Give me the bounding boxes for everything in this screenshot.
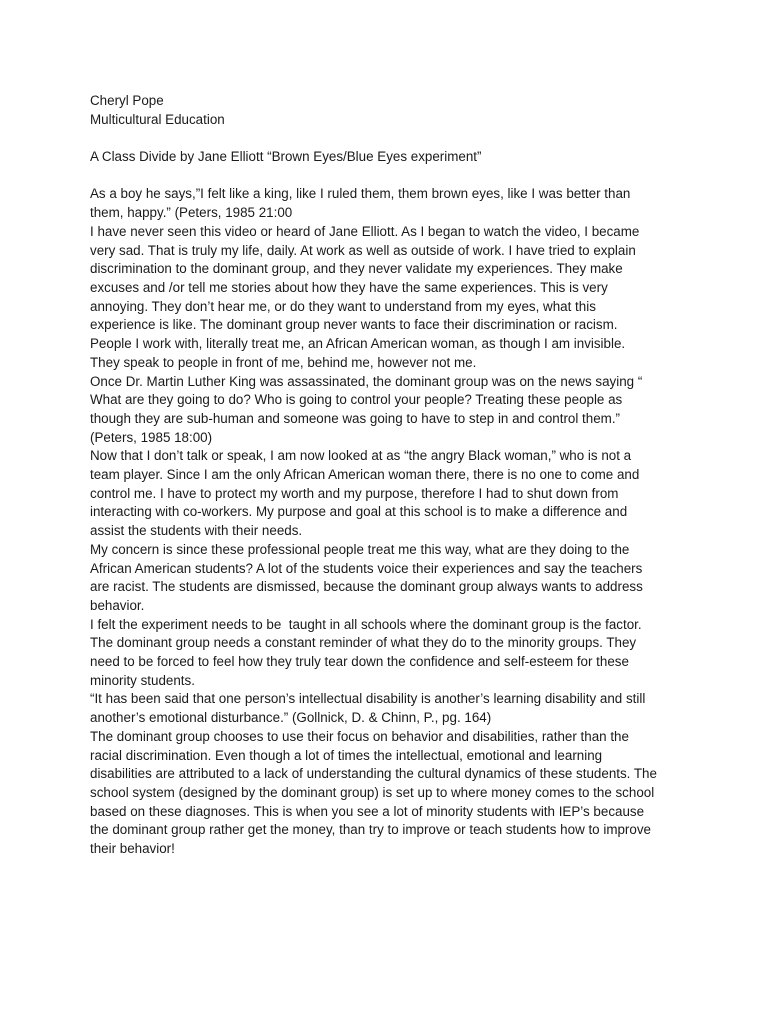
body-line: another’s emotional disturbance.” (Gollnick, D. & Chinn, P., pg. 164)	[90, 710, 492, 726]
body-line: need to be forced to feel how they truly tear down the confidence and self-esteem for these	[90, 654, 629, 670]
body-line: control me. I have to protect my worth and my purpose, therefore I had to shut down from	[90, 485, 619, 501]
author-name: Cheryl Pope	[90, 93, 164, 108]
body-line: very sad. That is truly my life, daily. At work as well as outside of work. I have tried to explain	[90, 242, 636, 258]
blank-line	[90, 129, 690, 148]
body-line: “It has been said that one person’s intellectual disability is another’s learning disability and still	[90, 691, 646, 707]
body-line: The dominant group chooses to use their focus on behavior and disabilities, rather than the	[90, 728, 629, 744]
body-line: their behavior!	[90, 841, 175, 857]
body-line: annoying. They don’t hear me, or do they want to understand from my eyes, what this	[90, 298, 596, 314]
body-line: assist the students with their needs.	[90, 523, 303, 539]
body-line: Now that I don’t talk or speak, I am now looked at as “the angry Black woman,” who is not a	[90, 448, 632, 464]
body-line: What are they going to do? Who is going to control your people? Treating these people as	[90, 392, 623, 408]
body-line: disabilities are attributed to a lack of understanding the cultural dynamics of these students. The	[90, 766, 657, 782]
body-line: I felt the experiment needs to be taught in all schools where the dominant group is the factor.	[90, 616, 642, 632]
body-line: though they are sub-human and someone was going to have to step in and control them.”	[90, 410, 621, 426]
body-line: (Peters, 1985 18:00)	[90, 429, 213, 445]
body-line: They speak to people in front of me, behind me, however not me.	[90, 354, 477, 370]
body-line: I have never seen this video or heard of Jane Elliott. As I began to watch the video, I became	[90, 223, 640, 239]
body-line: team player. Since I am the only African American woman there, there is no one to come and	[90, 467, 640, 483]
body-line: the dominant group rather get the money, than try to improve or teach students how to improve	[90, 822, 651, 838]
body-line: experience is like. The dominant group never wants to face their discrimination or racism.	[90, 317, 618, 333]
document-title: A Class Divide by Jane Elliott “Brown Eyes/Blue Eyes experiment”	[90, 149, 482, 165]
body-line: based on these diagnoses. This is when you see a lot of minority students with IEP’s because	[90, 803, 645, 819]
body-line: The dominant group needs a constant reminder of what they do to the minority groups. They	[90, 635, 637, 651]
body-line: My concern is since these professional people treat me this way, what are they doing to the	[90, 541, 630, 557]
body-line: school system (designed by the dominant group) is set up to where money comes to the school	[90, 784, 655, 800]
body-line: African American students? A lot of the students voice their experiences and say the teachers	[90, 560, 643, 576]
body-line: minority students.	[90, 672, 195, 688]
document-page	[90, 92, 690, 859]
body-line: People I work with, literally treat me, an African American woman, as though I am invisible.	[90, 336, 626, 352]
body-line: behavior.	[90, 597, 145, 613]
body-line: Once Dr. Martin Luther King was assassinated, the dominant group was on the news saying “	[90, 373, 643, 389]
body-line: As a boy he says,”I felt like a king, like I ruled them, them brown eyes, like I was better than	[90, 186, 631, 202]
body-line: interacting with co-workers. My purpose and goal at this school is to make a difference and	[90, 504, 628, 520]
blank-line	[90, 167, 690, 186]
body-line: excuses and /or tell me stories about how they have the same experiences. This is very	[90, 280, 608, 295]
document-body	[90, 185, 690, 858]
body-line: racial discrimination. Even though a lot of times the intellectual, emotional and learning	[90, 747, 603, 763]
body-line: them, happy.” (Peters, 1985 21:00	[90, 205, 293, 221]
course-name: Multicultural Education	[90, 111, 225, 127]
body-line: are racist. The students are dismissed, because the dominant group always wants to address	[90, 579, 643, 595]
body-line: discrimination to the dominant group, and they never validate my experiences. They make	[90, 261, 623, 277]
